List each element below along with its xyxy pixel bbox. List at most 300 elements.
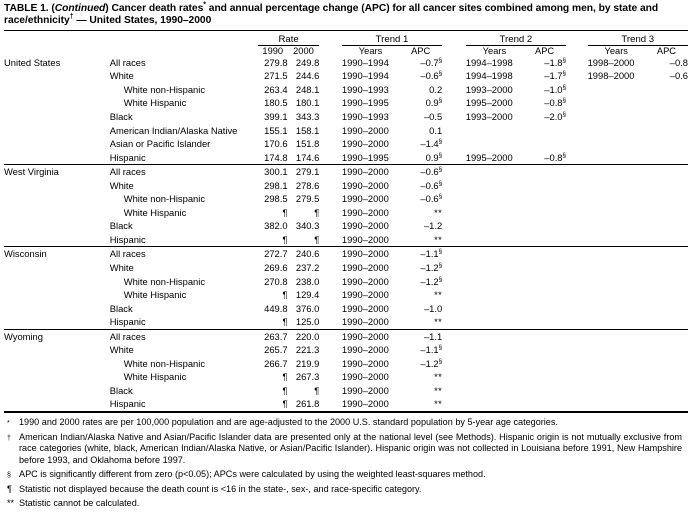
state-blank (4, 288, 79, 302)
table-row (4, 247, 688, 261)
section-footnote-marker: § (438, 179, 443, 187)
rule-cell (79, 412, 258, 413)
trend2-apc (523, 137, 566, 151)
trend2-years: 1993–2000 (465, 83, 513, 95)
table-row (4, 275, 688, 289)
trend1-years: 1990–1995 (341, 151, 389, 163)
trend1-years: 1990–2000 (341, 302, 389, 314)
footnote-text: APC is significantly different from zero (p<0.05); APCs were calculated by using the weighted least-squares method. (19, 468, 486, 479)
rate-1990: 298.1 (264, 179, 288, 191)
title-suffix: ) Cancer death rates (105, 3, 204, 14)
section-footnote-marker: § (438, 151, 443, 159)
table-row (4, 69, 688, 83)
trend1-apc: –0.6§ (420, 70, 443, 82)
trend2-years (466, 384, 523, 398)
gap-2 (442, 384, 466, 398)
gap-3 (566, 137, 588, 151)
header-trend1-years: Years (358, 45, 383, 56)
rate-2000: 279.5 (295, 193, 320, 205)
gap-3 (566, 179, 588, 193)
table-row (4, 124, 688, 138)
gap-1 (319, 397, 342, 412)
section-footnote-marker: § (438, 97, 443, 105)
header-group-rate: Rate (258, 30, 319, 45)
trend2-apc (523, 192, 566, 206)
gap-3 (566, 315, 588, 329)
header-spacer-group-2 (79, 45, 258, 56)
section-footnote-marker: § (438, 261, 443, 269)
gap-2 (442, 275, 466, 289)
race-ethnicity-label: Hispanic (109, 151, 146, 163)
state-blank (4, 110, 79, 124)
state-blank (4, 219, 79, 233)
trend3-apc (645, 275, 688, 289)
trend3-apc (645, 137, 688, 151)
trend2-years (466, 370, 523, 384)
trend2-years (466, 329, 523, 343)
stars-footnote-marker: ** (434, 289, 443, 301)
header-subcolumn-row (4, 45, 688, 56)
gap-1 (319, 357, 342, 371)
gap-3 (566, 261, 588, 275)
header-group-trend-3: Trend 3 (588, 30, 688, 45)
trend2-apc (523, 233, 566, 247)
rate-2000: ¶ (314, 233, 320, 245)
trend3-years (588, 275, 645, 289)
rate-2000: 221.3 (295, 344, 320, 356)
gap-1 (319, 69, 342, 83)
trend1-apc: 0.9§ (425, 151, 443, 163)
rate-2000: ¶ (314, 384, 320, 396)
gap-1 (319, 137, 342, 151)
gap-1 (319, 83, 342, 97)
state-blank (4, 397, 79, 412)
gap-2 (442, 288, 466, 302)
gap-3 (566, 219, 588, 233)
gap-1 (319, 151, 342, 165)
trend1-apc: –1.1 (399, 329, 442, 343)
footnote (5, 484, 682, 495)
rate-2000: 220.0 (288, 329, 320, 343)
gap-2 (442, 370, 466, 384)
table-header (4, 30, 688, 56)
gap-2 (442, 397, 466, 412)
table-row (4, 261, 688, 275)
race-ethnicity-label: White non-Hispanic (123, 357, 206, 369)
trend2-years (466, 137, 523, 151)
rate-1990: 174.8 (264, 151, 288, 163)
trend2-apc (523, 165, 566, 179)
trend1-years: 1990–1993 (341, 83, 389, 95)
trend2-apc: –1.8§ (544, 56, 567, 68)
trend3-years (588, 233, 645, 247)
gap-3 (566, 302, 588, 316)
state-name: Wyoming (4, 329, 79, 343)
gap-1 (319, 179, 342, 193)
trend2-apc (523, 315, 566, 329)
race-ethnicity-label: White (109, 70, 134, 82)
trend2-years (466, 343, 523, 357)
rate-2000: 219.9 (295, 357, 320, 369)
trend3-apc (645, 206, 688, 220)
rate-1990: 180.5 (264, 97, 288, 109)
rate-1990: 263.7 (258, 329, 288, 343)
trend1-years: 1990–2000 (342, 247, 399, 261)
rate-1990: 155.1 (264, 124, 288, 136)
rate-1990: 170.6 (264, 138, 288, 150)
footnote-text: Statistic cannot be calculated. (19, 498, 140, 509)
gap-1 (319, 192, 342, 206)
gap-1 (319, 110, 342, 124)
rate-2000: 376.0 (295, 302, 320, 314)
trend2-years (466, 288, 523, 302)
title-mid: and annual percentage change (APC) for all cancer sites combined among men, by state and race/ethnicity (4, 3, 659, 27)
trend1-apc (399, 206, 442, 220)
trend3-years (588, 370, 645, 384)
trend1-years: 1990–2000 (341, 206, 389, 218)
trend1-apc (399, 315, 442, 329)
race-ethnicity-label: White non-Hispanic (123, 83, 206, 95)
race-ethnicity-label: Black (109, 302, 133, 314)
rule-cell (258, 412, 288, 413)
header-trend2-apc: APC (535, 45, 555, 56)
trend3-years (588, 206, 645, 220)
race-ethnicity-label: All races (79, 329, 258, 343)
gap-2 (442, 179, 466, 193)
footnote-text: American Indian/Alaska Native and Asian/Pacific Islander data are presented only at the national level (see Methods). Hispanic origin is not mutually exclusive from race categories (white, black, American Indian/Alaska Native, or Asian/Pacific Islander). Hispanic origin was not collected in Louisiana before 1991, New Hampshire before 1993, and Oklahoma before 1997. (19, 432, 682, 465)
gap-2 (442, 165, 466, 179)
gap-1 (319, 233, 342, 247)
state-blank (4, 179, 79, 193)
trend3-apc (645, 233, 688, 247)
rate-1990: ¶ (282, 289, 288, 301)
table-row (4, 288, 688, 302)
trend2-apc (523, 247, 566, 261)
rule-cell (4, 412, 79, 413)
rule-cell (342, 412, 399, 413)
header-trend2-years: Years (482, 45, 507, 56)
gap-2 (442, 96, 466, 110)
trend3-years (588, 329, 645, 343)
header-rate-1990: 1990 (262, 45, 284, 56)
rate-1990: 300.1 (258, 165, 288, 179)
title-end: — United States, 1990–2000 (73, 15, 212, 27)
trend2-apc: –2.0§ (544, 110, 567, 122)
trend3-years (588, 179, 645, 193)
trend2-years (466, 165, 523, 179)
rate-2000: 125.0 (295, 316, 320, 328)
trend1-years: 1990–2000 (341, 233, 389, 245)
section-footnote-marker: § (562, 110, 567, 118)
trend2-years: 1994–1998 (465, 56, 513, 68)
trend2-years (466, 275, 523, 289)
rate-2000: 238.0 (295, 275, 320, 287)
header-spacer-state (4, 30, 79, 45)
race-ethnicity-label: White non-Hispanic (123, 275, 206, 287)
state-blank (4, 384, 79, 398)
gap-2 (442, 357, 466, 371)
gap-3 (566, 343, 588, 357)
trend1-years: 1990–2000 (342, 329, 399, 343)
trend3-apc (645, 261, 688, 275)
trend2-apc: –0.8§ (544, 97, 567, 109)
trend3-years (588, 137, 645, 151)
race-ethnicity-label: Black (109, 111, 133, 122)
table-body (4, 56, 688, 413)
table-row (4, 357, 688, 371)
trend3-apc (645, 384, 688, 398)
section-footnote-marker: § (438, 137, 443, 145)
section-footnote-marker: § (438, 166, 443, 174)
footnote-text: 1990 and 2000 rates are per 100,000 population and are age-adjusted to the 2000 U.S. standard population by 5-year age categories. (19, 417, 558, 428)
table-row (4, 343, 688, 357)
trend1-years: 1990–1995 (341, 97, 389, 109)
title-star-footnote-marker: * (203, 1, 206, 9)
section-footnote-marker: § (438, 70, 443, 78)
trend1-apc: –1.1§ (420, 344, 443, 356)
table-row (4, 233, 688, 247)
state-blank (4, 137, 79, 151)
header-group-trend-1: Trend 1 (342, 30, 442, 45)
trend3-apc (645, 343, 688, 357)
header-gap-3b (566, 45, 588, 56)
trend2-apc (523, 397, 566, 412)
gap-3 (566, 83, 588, 97)
section-footnote-marker: § (438, 275, 443, 283)
trend3-years (588, 110, 645, 124)
gap-1 (319, 315, 342, 329)
trend1-years: 1990–2000 (341, 316, 389, 328)
trend2-years (466, 261, 523, 275)
rate-2000: 180.1 (295, 97, 320, 109)
header-rate-2000: 2000 (293, 45, 314, 56)
cancer-death-rates-table (4, 30, 688, 413)
footnote (5, 432, 682, 465)
table-row (4, 370, 688, 384)
trend3-apc (645, 302, 688, 316)
trend3-years (588, 315, 645, 329)
gap-2 (442, 315, 466, 329)
state-name: West Virginia (4, 165, 79, 179)
stars-footnote-marker: ** (434, 233, 443, 245)
trend1-apc (399, 384, 442, 398)
trend1-apc: –1.4§ (420, 137, 443, 150)
trend2-apc (523, 219, 566, 233)
table-row (4, 179, 688, 193)
trend2-apc (523, 261, 566, 275)
trend1-apc: –1.2§ (420, 275, 443, 287)
gap-1 (319, 219, 342, 233)
trend1-years: 1990–2000 (341, 384, 389, 396)
trend3-years (588, 261, 645, 275)
rate-1990: 266.7 (264, 357, 288, 369)
gap-2 (442, 329, 466, 343)
trend2-apc (523, 179, 566, 193)
gap-3 (566, 247, 588, 261)
gap-3 (566, 96, 588, 110)
rate-2000: 261.8 (295, 398, 320, 410)
trend2-years (466, 124, 523, 138)
footnote-marker: * (7, 420, 10, 428)
race-ethnicity-label: White (109, 179, 134, 191)
trend3-years (588, 124, 645, 138)
state-blank (4, 206, 79, 220)
trend2-years (466, 397, 523, 412)
header-gap-3 (566, 30, 588, 45)
trend2-apc (523, 343, 566, 357)
trend3-years (588, 302, 645, 316)
gap-3 (566, 275, 588, 289)
header-group-row (4, 30, 688, 45)
trend1-years: 1990–2000 (341, 179, 389, 191)
header-spacer-state-2 (4, 45, 79, 56)
trend3-apc (645, 124, 688, 138)
trend1-apc: –0.6§ (420, 179, 443, 191)
trend2-apc: –1.0§ (544, 83, 567, 95)
title-prefix: TABLE 1. ( (4, 3, 55, 14)
trend2-apc (523, 384, 566, 398)
rate-2000: 249.8 (295, 56, 320, 68)
gap-2 (442, 233, 466, 247)
gap-2 (442, 83, 466, 97)
trend1-apc: –1.2§ (420, 357, 443, 369)
rate-2000: 244.6 (295, 70, 320, 82)
state-blank (4, 261, 79, 275)
rate-1990: 449.8 (264, 302, 288, 314)
trend2-apc (523, 288, 566, 302)
rate-1990: 265.7 (264, 344, 288, 356)
state-blank (4, 370, 79, 384)
gap-1 (319, 261, 342, 275)
trend2-years (466, 192, 523, 206)
trend1-years: 1990–2000 (341, 289, 389, 301)
trend3-years (588, 83, 645, 97)
state-blank (4, 357, 79, 371)
gap-2 (442, 343, 466, 357)
trend1-apc: 0.2 (429, 83, 443, 95)
trend3-apc (645, 192, 688, 206)
trend3-apc (645, 370, 688, 384)
trend3-apc (645, 110, 688, 124)
trend2-years: 1995–2000 (465, 151, 513, 163)
stars-footnote-marker: ** (434, 316, 443, 328)
trend3-apc (645, 83, 688, 97)
rate-1990: ¶ (282, 206, 288, 218)
trend1-years: 1990–2000 (341, 262, 389, 274)
trend2-years (466, 219, 523, 233)
rate-2000: 129.4 (295, 289, 320, 301)
table-bottom-rule (4, 412, 688, 413)
race-ethnicity-label: All races (79, 247, 258, 261)
trend1-apc: –1.2§ (420, 261, 443, 274)
table-row (4, 384, 688, 398)
section-footnote-marker: § (562, 151, 567, 159)
race-ethnicity-label: Hispanic (109, 316, 146, 328)
gap-3 (566, 357, 588, 371)
trend3-years (588, 165, 645, 179)
trend3-years: 1998–2000 (587, 70, 635, 82)
gap-1 (319, 275, 342, 289)
rule-cell (399, 412, 442, 413)
footnote (5, 498, 682, 509)
rule-cell (466, 412, 523, 413)
section-footnote-marker: § (438, 248, 443, 256)
stars-footnote-marker: ** (434, 371, 443, 383)
trend3-years (588, 192, 645, 206)
footnotes (5, 417, 682, 509)
gap-2 (442, 261, 466, 275)
footnote-marker: ** (7, 498, 15, 509)
rate-2000: 240.6 (288, 247, 320, 261)
trend3-years (588, 96, 645, 110)
trend3-apc (645, 219, 688, 233)
race-ethnicity-label: White non-Hispanic (123, 193, 206, 205)
trend1-years: 1990–2000 (341, 344, 389, 356)
trend1-apc: –0.6§ (420, 193, 443, 205)
gap-2 (442, 110, 466, 124)
state-blank (4, 69, 79, 83)
trend3-years (588, 384, 645, 398)
trend2-years (466, 206, 523, 220)
gap-3 (566, 69, 588, 83)
trend2-years: 1993–2000 (465, 111, 513, 122)
footnote-marker: † (7, 435, 11, 443)
header-gap-1 (319, 30, 342, 45)
table-row (4, 56, 688, 70)
rate-1990: 279.8 (264, 56, 288, 68)
rate-2000: 248.1 (295, 83, 320, 95)
trend1-years: 1990–2000 (341, 275, 389, 287)
rule-cell (288, 412, 320, 413)
gap-2 (442, 302, 466, 316)
trend3-years (588, 397, 645, 412)
state-blank (4, 124, 79, 138)
trend1-apc (399, 288, 442, 302)
trend1-years: 1990–2000 (341, 124, 389, 136)
stars-footnote-marker: ** (434, 398, 443, 410)
gap-1 (319, 384, 342, 398)
gap-1 (319, 302, 342, 316)
section-footnote-marker: § (562, 83, 567, 91)
race-ethnicity-label: White Hispanic (123, 206, 187, 218)
gap-3 (566, 56, 588, 70)
stars-footnote-marker: ** (434, 206, 443, 218)
trend3-years (588, 343, 645, 357)
section-footnote-marker: § (562, 97, 567, 105)
rate-2000: ¶ (314, 206, 320, 218)
rate-1990: 399.1 (264, 111, 288, 122)
table-row (4, 151, 688, 165)
gap-3 (566, 165, 588, 179)
rate-2000: 278.6 (295, 179, 320, 191)
trend2-years (466, 233, 523, 247)
rate-1990: 271.5 (264, 70, 288, 82)
trend1-apc (399, 397, 442, 412)
gap-2 (442, 219, 466, 233)
trend3-apc (645, 96, 688, 110)
trend1-years: 1990–2000 (342, 165, 399, 179)
rate-2000: 343.3 (295, 111, 320, 122)
trend3-apc: –0.8 (669, 56, 688, 68)
trend2-apc (523, 302, 566, 316)
trend3-years (588, 247, 645, 261)
race-ethnicity-label: Hispanic (109, 398, 146, 410)
trend3-apc (645, 329, 688, 343)
rate-2000: 279.1 (288, 165, 320, 179)
gap-1 (319, 329, 342, 343)
trend1-apc: 0.1 (429, 124, 443, 136)
race-ethnicity-label: All races (79, 165, 258, 179)
